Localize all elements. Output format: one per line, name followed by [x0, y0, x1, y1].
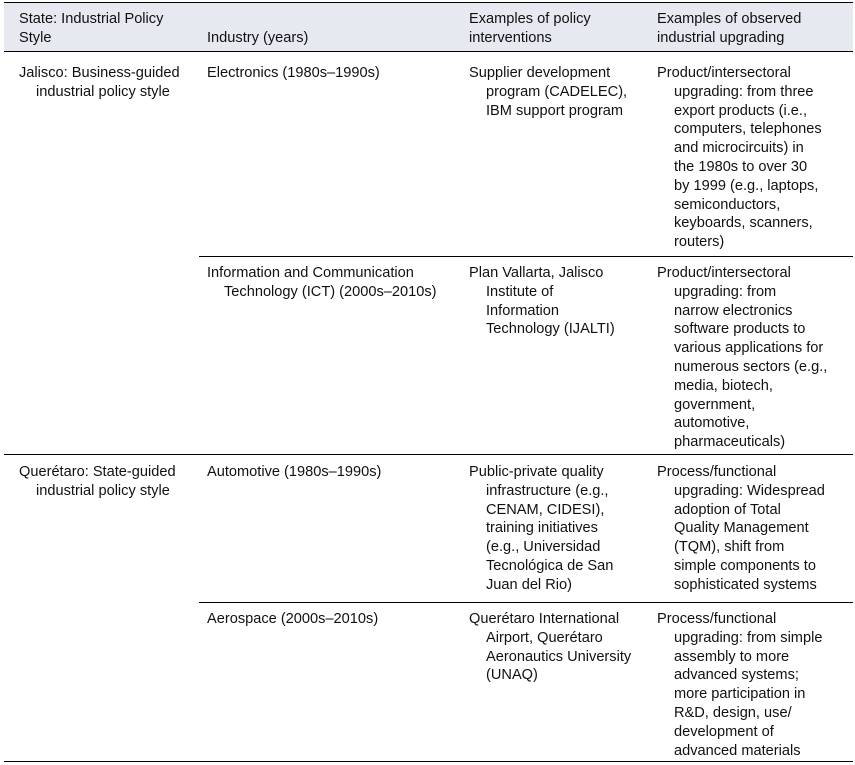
header-policy-interventions: Examples of policy interventions [469, 11, 591, 46]
industry-aerospace: Aerospace (2000s–2010s) [207, 611, 379, 627]
upgrading-automotive: Process/functional upgrading: Widespread adoption of Total Quality Management (TQM), shift from simple components to sophisticated systems [657, 464, 825, 593]
interventions-aerospace: Querétaro International Airport, Querétaro Aeronautics University (UNAQ) [469, 611, 632, 684]
upgrading-aerospace: Process/functional upgrading: from simple assembly to more advanced systems; more participation in R&D, design, use/ development of advanced materials [657, 611, 823, 759]
state-queretaro: Querétaro: State-guided industrial policy style [19, 464, 176, 499]
header-state-policy-style: State: Industrial Policy Style [19, 11, 164, 46]
interventions-ict: Plan Vallarta, Jalisco Institute of Information Technology (IJALTI) [469, 265, 615, 338]
interventions-automotive: Public-private quality infrastructure (e.g., CENAM, CIDESI), training initiatives (e.g., Universidad Tecnológica de San Juan del Rio) [469, 464, 614, 593]
upgrading-ict: Product/intersectoral upgrading: from narrow electronics software products to various applications for numerous sectors (e.g., media, biotech, government, automotive, pharmaceuticals) [657, 265, 828, 451]
upgrading-electronics: Product/intersectoral upgrading: from three export products (i.e., computers, telephones and microcircuits) in the 1980s to over 30 by 1999 (e.g., laptops, semiconductors, keyboards, scanners, routers) [657, 65, 822, 251]
industry-electronics: Electronics (1980s–1990s) [207, 65, 380, 81]
industry-ict: Information and Communication Technology (ICT) (2000s–2010s) [207, 265, 437, 300]
group-divider [4, 454, 853, 455]
industry-automotive: Automotive (1980s–1990s) [207, 464, 382, 480]
interventions-electronics: Supplier development program (CADELEC), IBM support program [469, 65, 628, 119]
header-bottom-rule [4, 51, 853, 52]
table-top-rule [4, 2, 853, 3]
row-divider-jalisco [199, 256, 853, 257]
table-bottom-rule [4, 761, 853, 762]
state-jalisco: Jalisco: Business-guided industrial policy style [19, 65, 180, 100]
header-industrial-upgrading: Examples of observed industrial upgrading [657, 11, 802, 46]
row-divider-queretaro [199, 602, 853, 603]
header-industry-years: Industry (years) [207, 30, 309, 46]
